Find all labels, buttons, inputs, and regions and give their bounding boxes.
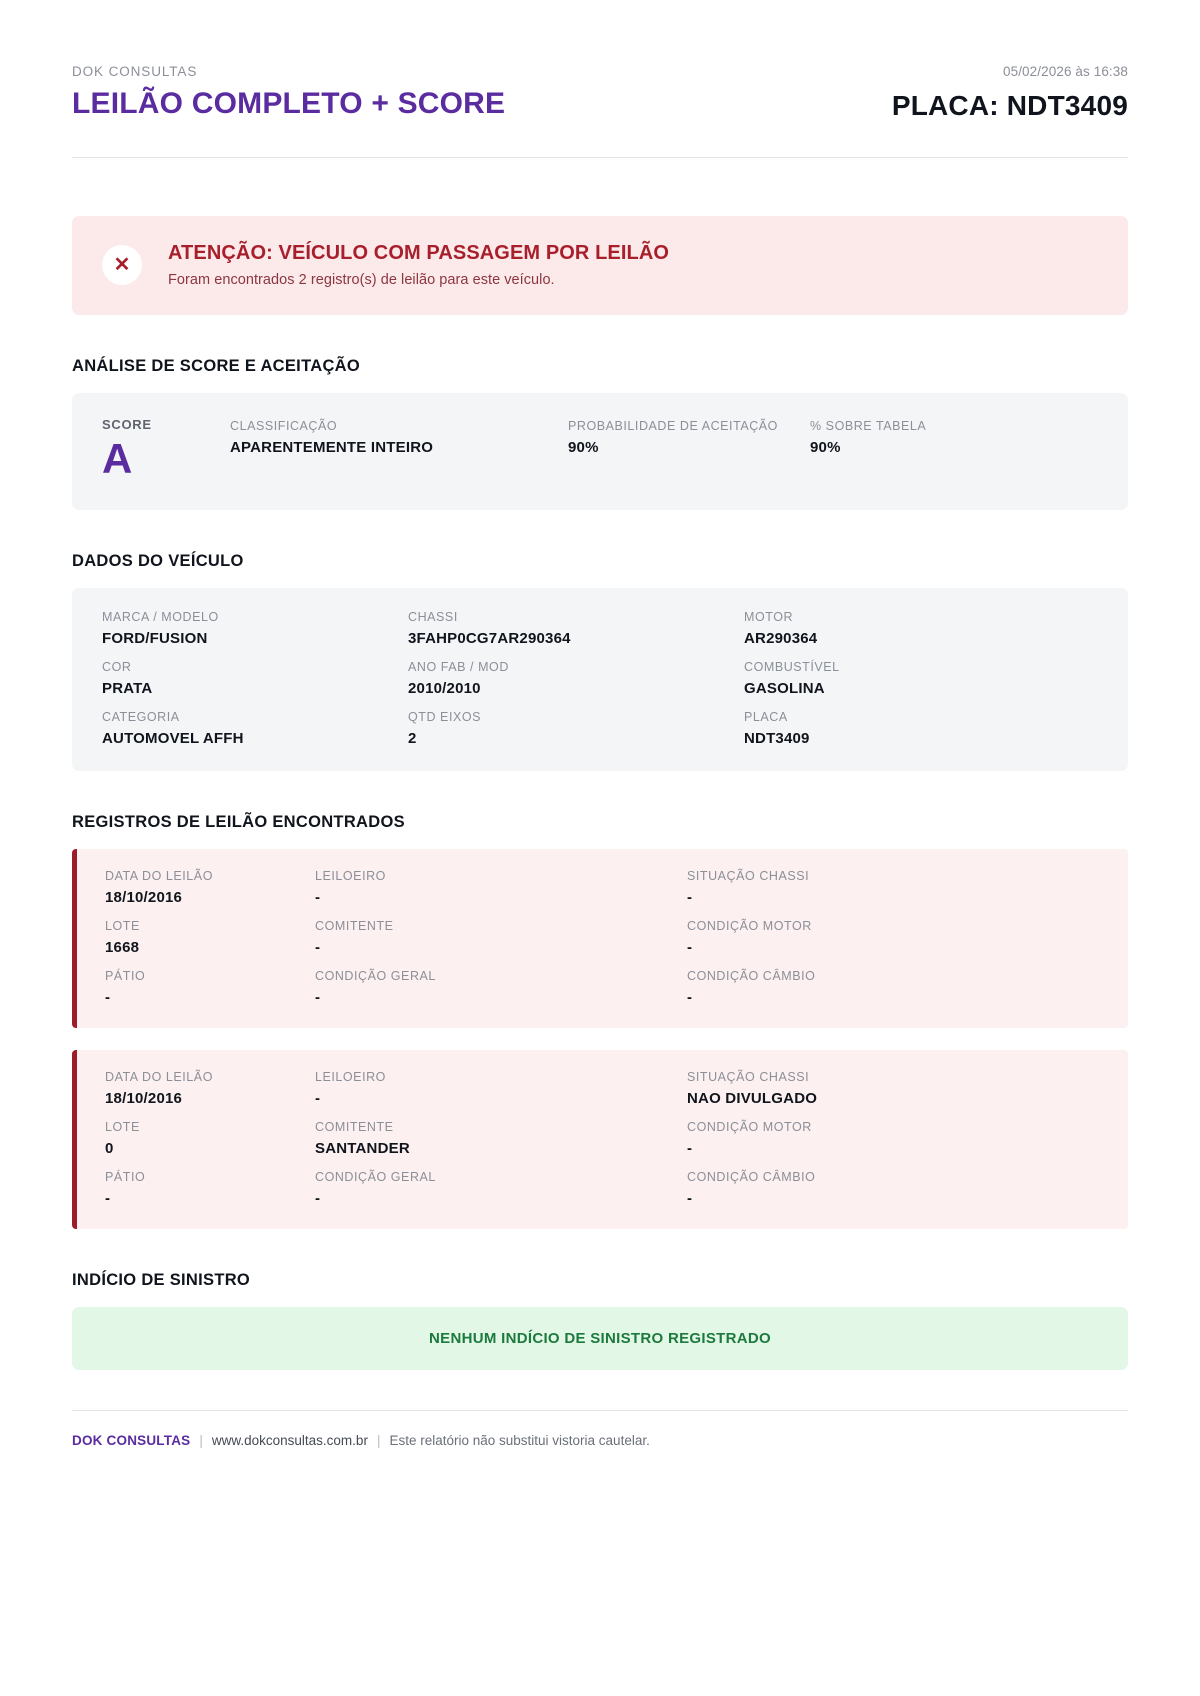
field-label: PROBABILIDADE DE ACEITAÇÃO [568, 419, 778, 433]
vehicle-row [102, 660, 1098, 697]
field-value: - [687, 1190, 693, 1207]
field-label: LOTE [105, 1120, 140, 1134]
field-label: CATEGORIA [102, 710, 180, 724]
auction-field-leiloeiro [315, 869, 687, 906]
vehicle-field-categoria [102, 710, 408, 747]
footer-separator: | [199, 1433, 203, 1448]
field-label: MOTOR [744, 610, 794, 624]
section-title-auction-records: REGISTROS DE LEILÃO ENCONTRADOS [72, 813, 405, 831]
field-value: AUTOMOVEL AFFH [102, 730, 244, 747]
auction-field-condicao-geral [315, 969, 687, 1006]
field-label: SITUAÇÃO CHASSI [687, 869, 810, 883]
vehicle-panel [72, 588, 1128, 771]
field-label: PÁTIO [105, 1170, 146, 1184]
field-value: 18/10/2016 [105, 1090, 183, 1107]
sinistro-status-banner [72, 1307, 1128, 1370]
auction-field-situacao-chassi [687, 869, 1027, 906]
field-value: 90% [568, 439, 599, 456]
plate-label: PLACA: NDT3409 [891, 90, 1128, 121]
status-badge: NENHUM INDÍCIO DE SINISTRO REGISTRADO [429, 1330, 771, 1347]
report-header [72, 0, 1128, 122]
field-label: CONDIÇÃO GERAL [315, 969, 436, 983]
field-value: GASOLINA [744, 680, 825, 697]
field-value: - [315, 989, 321, 1006]
field-label: DATA DO LEILÃO [105, 1070, 213, 1084]
auction-row [105, 1070, 1100, 1107]
section-title-vehicle: DADOS DO VEÍCULO [72, 552, 244, 570]
section-title-sinistro: INDÍCIO DE SINISTRO [72, 1271, 251, 1289]
field-label: CONDIÇÃO CÂMBIO [687, 1170, 816, 1184]
field-label: LOTE [105, 919, 140, 933]
alert-subtitle: Foram encontrados 2 registro(s) de leilão para este veículo. [168, 272, 555, 288]
field-value: FORD/FUSION [102, 630, 208, 647]
field-label: ANO FAB / MOD [408, 660, 509, 674]
auction-field-data-do-leilao [105, 869, 315, 906]
field-value: 2 [408, 730, 417, 747]
auction-row [105, 1120, 1100, 1157]
field-value: NAO DIVULGADO [687, 1090, 818, 1107]
field-value: SANTANDER [315, 1140, 410, 1157]
field-label: COR [102, 660, 132, 674]
field-label: CLASSIFICAÇÃO [230, 419, 338, 433]
auction-field-data-do-leilao [105, 1070, 315, 1107]
field-label: MARCA / MODELO [102, 610, 219, 624]
auction-record-card [72, 1050, 1128, 1229]
alert-title: ATENÇÃO: VEÍCULO COM PASSAGEM POR LEILÃO [168, 242, 670, 264]
auction-field-leiloeiro [315, 1070, 687, 1107]
vehicle-row [102, 710, 1098, 747]
field-label: COMITENTE [315, 1120, 394, 1134]
score-field-sobre-tabela [810, 417, 1010, 456]
auction-alert-banner [72, 216, 1128, 315]
field-value: 0 [105, 1140, 114, 1157]
field-value: - [315, 1190, 321, 1207]
auction-record-card [72, 849, 1128, 1028]
auction-field-patio [105, 969, 315, 1006]
field-label: PLACA [744, 710, 788, 724]
auction-field-comitente [315, 1120, 687, 1157]
auction-field-situacao-chassi [687, 1070, 1027, 1107]
footer-separator: | [376, 1433, 381, 1448]
auction-field-patio [105, 1170, 315, 1207]
field-value: APARENTEMENTE INTEIRO [230, 439, 434, 456]
auction-row [105, 1170, 1100, 1207]
auction-row [105, 969, 1100, 1006]
brand-eyebrow: DOK CONSULTAS [72, 64, 198, 79]
header-divider [72, 157, 1128, 158]
field-value: - [105, 1190, 111, 1207]
field-value: 3FAHP0CG7AR290364 [408, 630, 571, 647]
field-value: - [315, 939, 321, 956]
report-footer [72, 1410, 1128, 1448]
score-label: SCORE [102, 417, 152, 432]
score-panel [72, 393, 1128, 510]
footer-brand: DOK CONSULTAS [72, 1433, 191, 1448]
vehicle-field-placa [744, 710, 1044, 747]
vehicle-field-qtd-eixos [408, 710, 744, 747]
field-value: AR290364 [744, 630, 818, 647]
field-label: SITUAÇÃO CHASSI [687, 1070, 810, 1084]
field-value: - [687, 1140, 693, 1157]
auction-field-comitente [315, 919, 687, 956]
brand-block [72, 64, 505, 120]
vehicle-row [102, 610, 1098, 647]
header-right [892, 64, 1128, 122]
auction-field-condicao-motor [687, 919, 1027, 956]
field-label: COMITENTE [315, 919, 394, 933]
auction-row [105, 919, 1100, 956]
vehicle-field-motor [744, 610, 1044, 647]
field-value: - [105, 989, 111, 1006]
field-value: 1668 [105, 939, 140, 956]
field-label: % SOBRE TABELA [810, 419, 927, 433]
field-label: CHASSI [408, 610, 458, 624]
auction-field-condicao-motor [687, 1120, 1027, 1157]
score-grade-value: A [102, 435, 133, 482]
field-value: - [687, 889, 693, 906]
auction-row [105, 869, 1100, 906]
field-value: - [687, 939, 693, 956]
field-label: CONDIÇÃO MOTOR [687, 1120, 812, 1134]
vehicle-field-ano-fab-mod [408, 660, 744, 697]
footer-line [72, 1433, 1128, 1448]
x-mark-icon: ✕ [102, 245, 142, 285]
score-field-classificacao [230, 417, 568, 456]
score-field-probabilidade [568, 417, 810, 456]
field-label: COMBUSTÍVEL [744, 660, 840, 674]
field-value: - [315, 1090, 321, 1107]
field-value: - [315, 889, 321, 906]
field-value: NDT3409 [744, 730, 810, 747]
field-label: LEILOEIRO [315, 1070, 386, 1084]
field-value: PRATA [102, 680, 153, 697]
score-grade-block [102, 417, 230, 480]
page-title: LEILÃO COMPLETO + SCORE [72, 87, 506, 120]
vehicle-field-chassi [408, 610, 744, 647]
auction-field-lote [105, 919, 315, 956]
field-label: CONDIÇÃO GERAL [315, 1170, 436, 1184]
auction-field-condicao-geral [315, 1170, 687, 1207]
section-title-score: ANÁLISE DE SCORE E ACEITAÇÃO [72, 357, 361, 375]
auction-field-lote [105, 1120, 315, 1157]
field-label: QTD EIXOS [408, 710, 482, 724]
field-label: PÁTIO [105, 969, 146, 983]
field-value: - [687, 989, 693, 1006]
field-label: CONDIÇÃO CÂMBIO [687, 969, 816, 983]
alert-text-block [168, 242, 669, 288]
auction-field-condicao-cambio [687, 1170, 1027, 1207]
field-value: 18/10/2016 [105, 889, 183, 906]
vehicle-field-combustivel [744, 660, 1044, 697]
auction-field-condicao-cambio [687, 969, 1027, 1006]
report-datetime: 05/02/2026 às 16:38 [1002, 64, 1128, 79]
vehicle-field-cor [102, 660, 408, 697]
field-label: DATA DO LEILÃO [105, 869, 213, 883]
field-label: CONDIÇÃO MOTOR [687, 919, 812, 933]
footer-divider [72, 1410, 1128, 1411]
field-value: 2010/2010 [408, 680, 481, 697]
footer-website[interactable]: www.dokconsultas.com.br [211, 1433, 368, 1448]
field-label: LEILOEIRO [315, 869, 386, 883]
footer-disclaimer: Este relatório não substitui vistoria cautelar. [389, 1433, 650, 1448]
vehicle-field-marca-modelo [102, 610, 408, 647]
field-value: 90% [810, 439, 841, 456]
